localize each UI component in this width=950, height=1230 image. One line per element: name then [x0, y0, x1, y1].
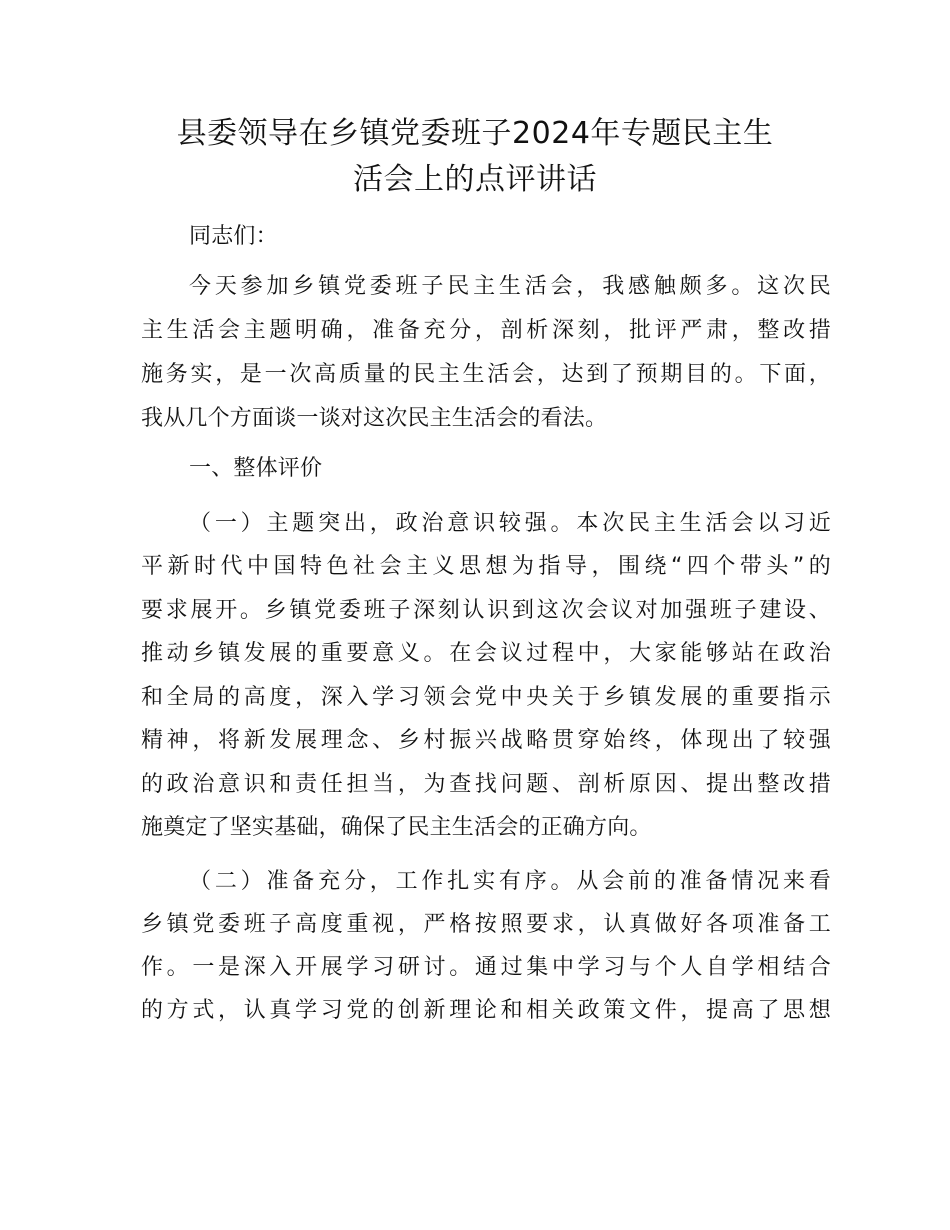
document-title-line-2: 活会上的点评讲话 — [353, 162, 597, 197]
paragraph-line: 我从几个方面谈一谈对这次民主生活会的看法。 — [141, 406, 608, 431]
paragraph-line: 施务实，是一次高质量的民主生活会，达到了预期目的。下面， — [141, 362, 831, 387]
paragraph-line: 推动乡镇发展的重要意义。在会议过程中，大家能够站在政治 — [141, 641, 831, 666]
paragraph-line: 平新时代中国特色社会主义思想为指导，围绕“四个带头”的 — [141, 554, 831, 579]
paragraph-line: 作。一是深入开展学习研讨。通过集中学习与个人自学相结合 — [141, 955, 831, 980]
paragraph-line: 乡镇党委班子高度重视，严格按照要求，认真做好各项准备工 — [141, 912, 831, 937]
greeting: 同志们： — [189, 224, 278, 249]
paragraph-line: 施奠定了坚实基础，确保了民主生活会的正确方向。 — [141, 815, 652, 840]
paragraph-line: 主生活会主题明确，准备充分，剖析深刻，批评严肃，整改措 — [141, 318, 831, 343]
document-title-line-1: 县委领导在乡镇党委班子2024年专题民主生 — [176, 116, 774, 151]
paragraph-line: 要求展开。乡镇党委班子深刻认识到这次会议对加强班子建设、 — [141, 598, 831, 623]
paragraph-line: 今天参加乡镇党委班子民主生活会，我感触颇多。这次民 — [189, 274, 831, 299]
paragraph-line: 和全局的高度，深入学习领会党中央关于乡镇发展的重要指示 — [141, 685, 831, 710]
paragraph-line: 的方式，认真学习党的创新理论和相关政策文件，提高了思想 — [141, 998, 831, 1023]
paragraph-line: （一）主题突出，政治意识较强。本次民主生活会以习近 — [189, 511, 831, 536]
section-heading: 一、整体评价 — [189, 456, 323, 481]
paragraph-line: （二）准备充分，工作扎实有序。从会前的准备情况来看 — [189, 869, 831, 894]
paragraph-line: 精神，将新发展理念、乡村振兴战略贯穿始终，体现出了较强 — [141, 728, 831, 753]
paragraph-line: 的政治意识和责任担当，为查找问题、剖析原因、提出整改措 — [141, 772, 831, 797]
